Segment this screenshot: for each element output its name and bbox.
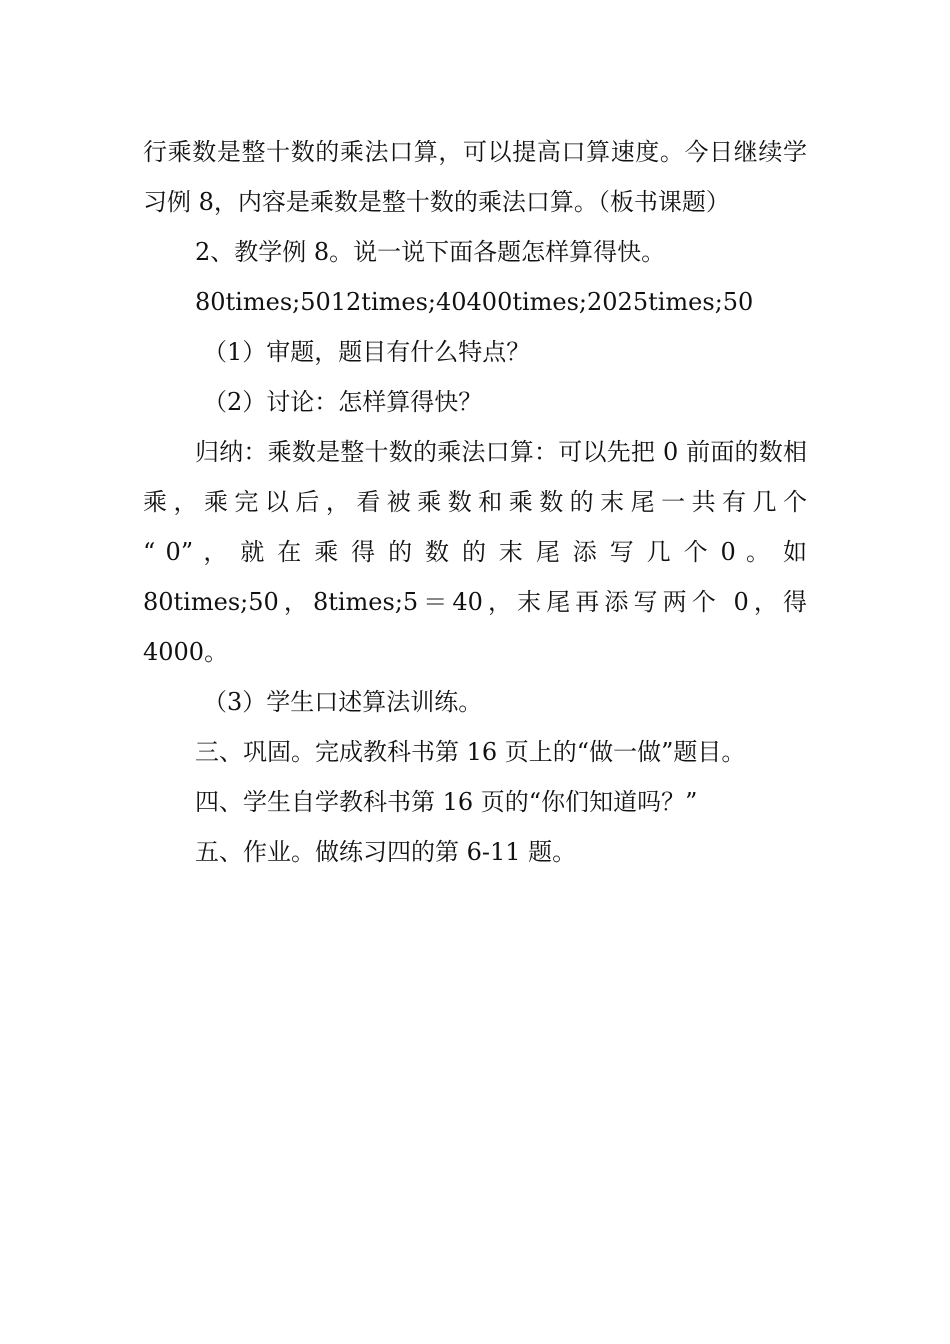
paragraph-step-3: （3）学生口述算法训练。 — [203, 688, 483, 716]
paragraph-consolidate: 三、巩固。完成教科书第 16 页上的“做一做”题目。 — [195, 738, 746, 766]
paragraph-step-2: （2）讨论：怎样算得快？ — [203, 388, 483, 416]
paragraph-summary-example: 80times;50，8times;5＝40，末尾再添写两个 0，得 4000。 — [143, 588, 807, 666]
paragraph-intro: 行乘数是整十数的乘法口算，可以提高口算速度。今日继续学习例 8，内容是乘数是整十数的乘法口算。（板书课题） — [143, 138, 807, 216]
paragraph-exercises: 80times;5012times;40400times;2025times;50 — [195, 288, 754, 316]
paragraph-summary: 归纳：乘数是整十数的乘法口算：可以先把 0 前面的数相乘，乘完以后，看被乘数和乘数的末尾一共有几个 — [143, 438, 807, 516]
paragraph-summary-cont: “ 0” ， 就 在 乘 得 的 数 的 末 尾 添 写 几 个 0 。 如 — [143, 538, 807, 566]
document-body — [143, 127, 807, 877]
paragraph-self-study: 四、学生自学教科书第 16 页的“你们知道吗？” — [195, 788, 698, 816]
paragraph-homework: 五、作业。做练习四的第 6-11 题。 — [195, 838, 577, 866]
paragraph-step-1: （1）审题，题目有什么特点？ — [203, 338, 531, 366]
paragraph-example-8: 2、教学例 8。说一说下面各题怎样算得快。 — [195, 238, 666, 266]
